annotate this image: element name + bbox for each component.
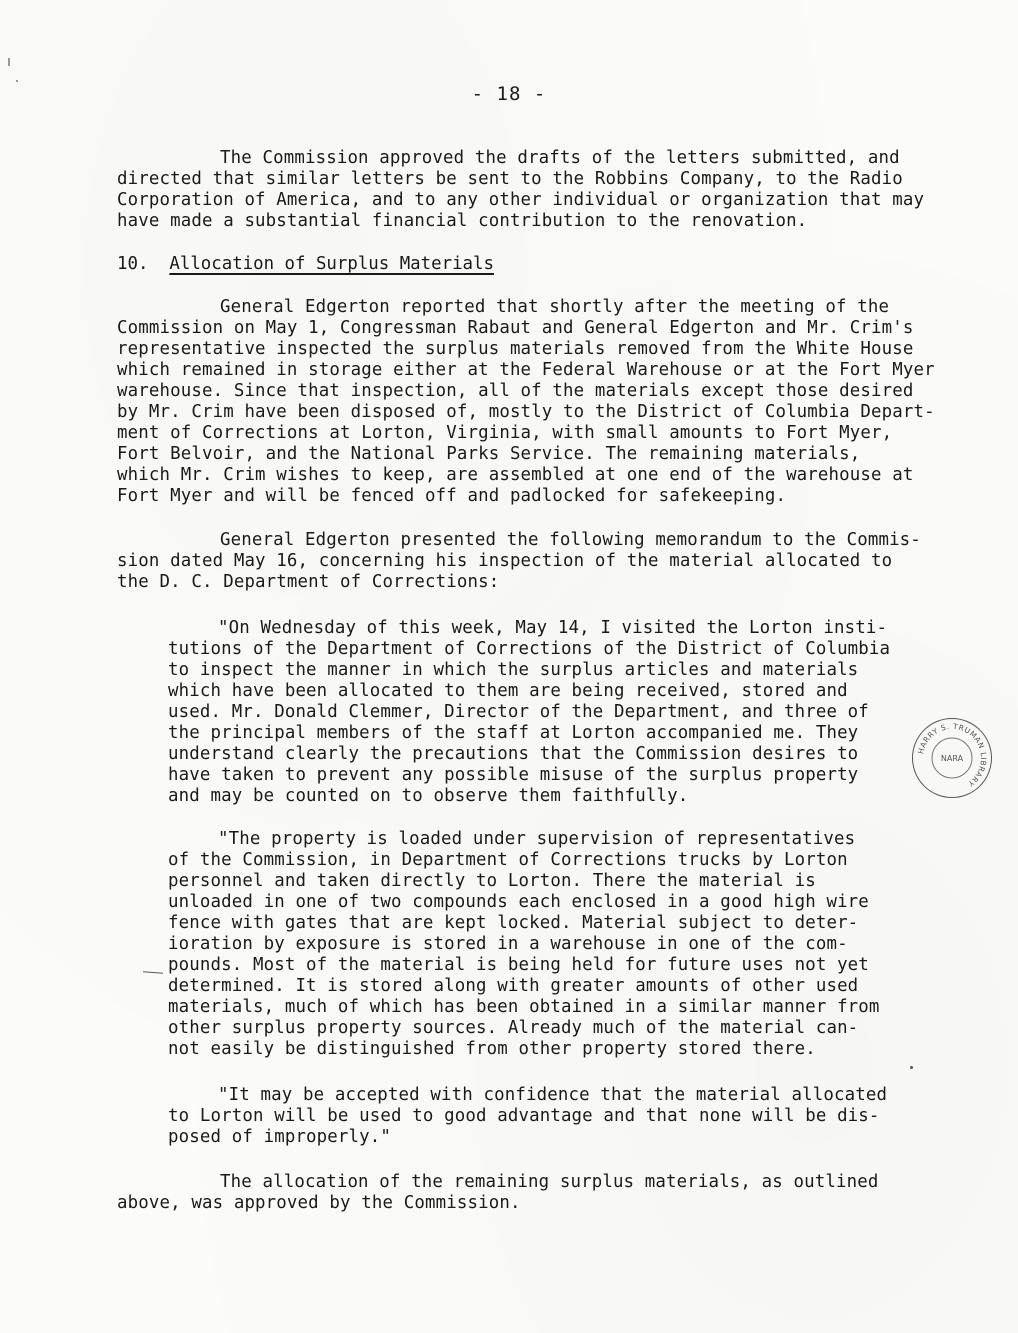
- text-line: warehouse. Since that inspection, all of the materials except those desired: [117, 381, 914, 401]
- text-line: to Lorton will be used to good advantage and that none will be dis-: [168, 1106, 880, 1126]
- text-line: the principal members of the staff at Lorton accompanied me. They: [168, 723, 859, 743]
- stamp-center-text: NARA: [940, 754, 964, 763]
- text-line: which remained in storage either at the Federal Warehouse or at the Fort Myer: [117, 360, 935, 380]
- text-line: representative inspected the surplus materials removed from the White House: [117, 339, 914, 359]
- text-line: directed that similar letters be sent to the Robbins Company, to the Radio: [117, 169, 903, 189]
- text-line: ioration by exposure is stored in a warehouse in one of the com-: [168, 934, 848, 954]
- text-line: ment of Corrections at Lorton, Virginia, with small amounts to Fort Myer,: [117, 423, 893, 443]
- section-title: Allocation of Surplus Materials: [169, 254, 494, 274]
- text-line: materials, much of which has been obtained in a similar manner from: [168, 997, 880, 1017]
- text-line: understand clearly the precautions that the Commission desires to: [168, 744, 859, 764]
- text-line: Commission on May 1, Congressman Rabaut and General Edgerton and Mr. Crim's: [117, 318, 914, 338]
- section-number: 10.: [117, 254, 149, 274]
- text-line: other surplus property sources. Already much of the material can-: [168, 1018, 859, 1038]
- library-stamp-ring: [913, 719, 991, 797]
- page-number: - 18 -: [471, 83, 547, 105]
- text-line: by Mr. Crim have been disposed of, mostly to the District of Columbia Depart-: [117, 402, 935, 422]
- text-line: which Mr. Crim wishes to keep, are assembled at one end of the warehouse at: [117, 465, 914, 485]
- text-line: and may be counted on to observe them faithfully.: [168, 786, 689, 806]
- text-line: "On Wednesday of this week, May 14, I visited the Lorton insti-: [218, 618, 888, 638]
- text-line: have made a substantial financial contribution to the renovation.: [117, 211, 808, 231]
- text-line: Fort Myer and will be fenced off and padlocked for safekeeping.: [117, 486, 787, 506]
- text-line: General Edgerton presented the following memorandum to the Commis-: [220, 530, 921, 550]
- text-line: posed of improperly.": [168, 1127, 392, 1147]
- text-line: fence with gates that are kept locked. Material subject to deter-: [168, 913, 859, 933]
- text-line: the D. C. Department of Corrections:: [117, 572, 500, 592]
- margin-mark: [143, 971, 163, 973]
- text-line: "It may be accepted with confidence that the material allocated: [218, 1085, 888, 1105]
- text-line: General Edgerton reported that shortly after the meeting of the: [220, 297, 890, 317]
- text-line: sion dated May 16, concerning his inspection of the material allocated to: [117, 551, 893, 571]
- text-line: not easily be distinguished from other property stored there.: [168, 1039, 816, 1059]
- text-line: Corporation of America, and to any other individual or organization that may: [117, 190, 925, 210]
- text-line: determined. It is stored along with greater amounts of other used: [168, 976, 859, 996]
- text-line: of the Commission, in Department of Corrections trucks by Lorton: [168, 850, 848, 870]
- text-line: unloaded in one of two compounds each enclosed in a good high wire: [168, 892, 869, 912]
- stamp-ring-text: HARRY S. TRUMAN LIBRARY: [916, 721, 989, 789]
- text-line: Fort Belvoir, and the National Parks Service. The remaining materials,: [117, 444, 861, 464]
- margin-speck: [16, 80, 18, 82]
- text-line: The allocation of the remaining surplus materials, as outlined: [220, 1172, 879, 1192]
- text-line: used. Mr. Donald Clemmer, Director of the Department, and three of: [168, 702, 869, 722]
- text-line: above, was approved by the Commission.: [117, 1193, 521, 1213]
- margin-speck: [8, 58, 10, 66]
- text-line: pounds. Most of the material is being held for future uses not yet: [168, 955, 869, 975]
- margin-dot: [910, 1066, 913, 1069]
- text-line: to inspect the manner in which the surplus articles and materials: [168, 660, 859, 680]
- text-line: which have been allocated to them are being received, stored and: [168, 681, 848, 701]
- text-line: have taken to prevent any possible misuse of the surplus property: [168, 765, 859, 785]
- text-line: tutions of the Department of Corrections of the District of Columbia: [168, 639, 891, 659]
- text-line: "The property is loaded under supervision of representatives: [218, 829, 856, 849]
- text-line: The Commission approved the drafts of the letters submitted, and: [220, 148, 900, 168]
- library-stamp-icon: [912, 718, 992, 798]
- text-line: personnel and taken directly to Lorton. There the material is: [168, 871, 816, 891]
- section-heading: [117, 254, 494, 275]
